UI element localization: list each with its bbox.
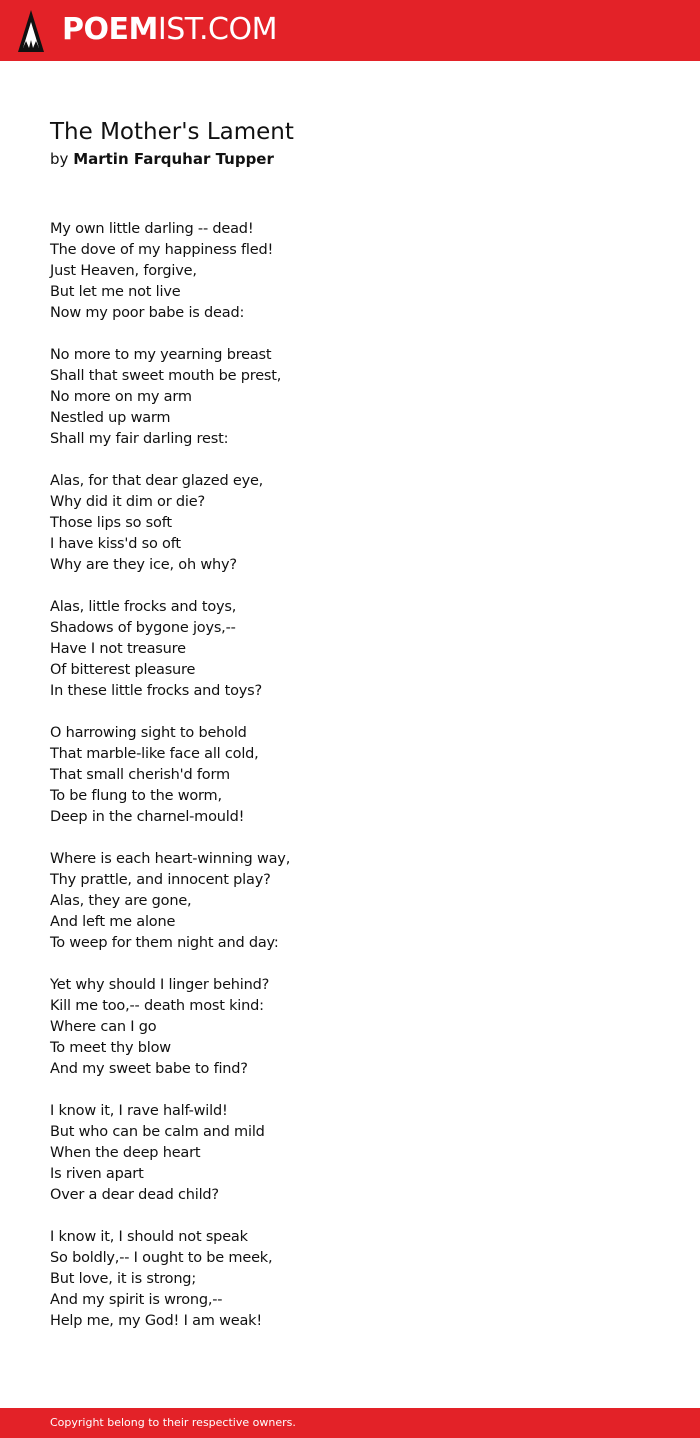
author-name: Martin Farquhar Tupper [73, 150, 274, 168]
poem-line: Alas, little frocks and toys, [50, 599, 237, 615]
poem-line: Have I not treasure [50, 641, 186, 657]
poem-line: But who can be calm and mild [50, 1124, 265, 1140]
by-label: by [50, 150, 69, 168]
poem-line: Nestled up warm [50, 410, 171, 426]
poem-line: Is riven apart [50, 1166, 144, 1182]
poem-line: I know it, I rave half-wild! [50, 1103, 228, 1119]
site-logo[interactable] [62, 11, 277, 49]
poem-line: That small cherish'd form [50, 767, 230, 783]
poem-line: When the deep heart [50, 1145, 201, 1161]
poem-line: Kill me too,-- death most kind: [50, 998, 264, 1014]
site-header [0, 0, 700, 61]
poem-line: Why did it dim or die? [50, 494, 205, 510]
poem-line: So boldly,-- I ought to be meek, [50, 1250, 273, 1266]
poem-line: Those lips so soft [50, 515, 172, 531]
poem-line: To weep for them night and day: [50, 935, 279, 951]
poem-line: No more on my arm [50, 389, 192, 405]
poem-line: That marble-like face all cold, [50, 746, 259, 762]
poem-line: The dove of my happiness fled! [50, 242, 274, 258]
poem-line: Of bitterest pleasure [50, 662, 196, 678]
stanza [50, 975, 670, 1080]
poem-line: I have kiss'd so oft [50, 536, 181, 552]
poem-line: Thy prattle, and innocent play? [50, 872, 271, 888]
poem-line: Just Heaven, forgive, [50, 263, 197, 279]
poem-line: Shall that sweet mouth be prest, [50, 368, 282, 384]
stanza [50, 471, 670, 576]
poem-line: O harrowing sight to behold [50, 725, 247, 741]
poem-line: And left me alone [50, 914, 176, 930]
poem-line: No more to my yearning breast [50, 347, 272, 363]
poem-line: Alas, they are gone, [50, 893, 192, 909]
stanza [50, 219, 670, 324]
poem-body [50, 219, 670, 1353]
poem-line: I know it, I should not speak [50, 1229, 248, 1245]
stanza [50, 723, 670, 828]
poem-line: And my sweet babe to find? [50, 1061, 248, 1077]
poem-line: Now my poor babe is dead: [50, 305, 245, 321]
stanza [50, 345, 670, 450]
pen-nib-logo-icon[interactable] [18, 10, 44, 52]
poem-line: My own little darling -- dead! [50, 221, 254, 237]
poem-line: To be flung to the worm, [50, 788, 222, 804]
poem-line: Yet why should I linger behind? [50, 977, 270, 993]
stanza [50, 1101, 670, 1206]
poem-line: Where is each heart-winning way, [50, 851, 291, 867]
poem-line: But let me not live [50, 284, 181, 300]
poem-title: The Mother's Lament [50, 119, 294, 145]
byline [50, 149, 274, 169]
poem-line: In these little frocks and toys? [50, 683, 262, 699]
logo-text-light: IST.COM [157, 12, 277, 47]
poem-line: Shadows of bygone joys,-- [50, 620, 236, 636]
poem-line: Deep in the charnel-mould! [50, 809, 245, 825]
poem-line: But love, it is strong; [50, 1271, 197, 1287]
poem-line: Shall my fair darling rest: [50, 431, 229, 447]
poem-line: Where can I go [50, 1019, 157, 1035]
stanza [50, 597, 670, 702]
logo-text-bold: POEM [62, 12, 158, 47]
site-footer [0, 1408, 700, 1438]
poem-line: To meet thy blow [50, 1040, 171, 1056]
poem-line: And my spirit is wrong,-- [50, 1292, 223, 1308]
stanza [50, 1227, 670, 1332]
poem-line: Alas, for that dear glazed eye, [50, 473, 264, 489]
poem-line: Over a dear dead child? [50, 1187, 219, 1203]
poem-line: Help me, my God! I am weak! [50, 1313, 262, 1329]
stanza [50, 849, 670, 954]
copyright-text: Copyright belong to their respective owners. [50, 1416, 296, 1429]
poem-line: Why are they ice, oh why? [50, 557, 237, 573]
